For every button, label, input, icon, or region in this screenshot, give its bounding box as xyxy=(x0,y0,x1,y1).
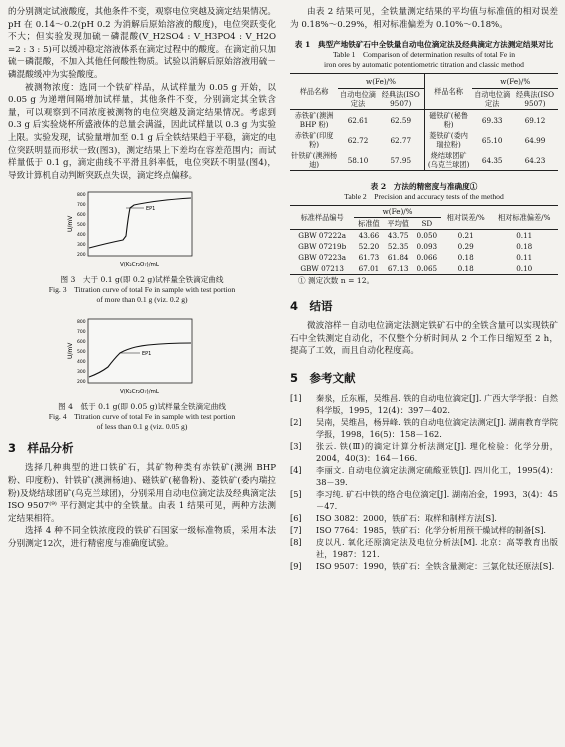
figure-caption-en: Fig. 3 Titration curve of total Fe in sample with test portion xyxy=(48,285,236,295)
header-cell: 样品名称 xyxy=(290,74,338,110)
y-tick: 400 xyxy=(77,360,86,366)
table-cell: 64.35 xyxy=(481,155,503,165)
y-tick: 400 xyxy=(77,233,86,239)
y-tick: 800 xyxy=(77,193,86,199)
table-cell: 针铁矿(澳洲杨迪) xyxy=(291,151,338,170)
section-heading: 4 结语 xyxy=(290,299,333,314)
figure-caption-en: Fig. 4 Titration curve of total Fe in sample with test portion xyxy=(48,412,236,422)
figure-caption: 图 4 低于 0.1 g(即 0.05 g)试样量全铁滴定曲线 xyxy=(58,402,226,412)
table-cell: 57.95 xyxy=(378,150,425,171)
table-row xyxy=(290,241,558,252)
titration-curve-fig4 xyxy=(68,315,198,397)
y-tick: 700 xyxy=(77,330,86,336)
table-row xyxy=(290,230,558,242)
table-row xyxy=(290,263,558,275)
reference-item xyxy=(290,440,558,464)
reference-text: ISO 7764：1985，铁矿石：化学分析用预干燥试样的制备[S]. xyxy=(316,524,546,535)
table-cell: 61.84 xyxy=(387,253,409,263)
y-tick: 600 xyxy=(77,213,86,219)
header-cell: 经典法(ISO 9507) xyxy=(512,89,558,110)
section-heading: 3 样品分析 xyxy=(8,441,74,456)
reference-number: [7] xyxy=(290,524,302,535)
reference-item xyxy=(290,416,558,440)
table-cell: 52.20 xyxy=(358,242,380,252)
reference-item xyxy=(290,512,558,524)
reference-number: [4] xyxy=(290,464,302,475)
left-column xyxy=(8,6,276,550)
reference-number: [1] xyxy=(290,392,302,403)
table-cell: 43.75 xyxy=(387,231,409,241)
table-cell: 0.050 xyxy=(416,231,438,241)
table-caption: 表 2 方法的精密度与准确度① xyxy=(370,182,478,192)
paragraph: 选择几种典型的进口铁矿石，其矿物种类有赤铁矿(澳洲 BHP 粉、印度粉)、针铁矿(澳洲杨迪)、磁铁矿(秘鲁粉)、菱铁矿(委内瑞拉粉)及烧结球团矿(乌克兰球团)，分别采用自动电位滴定法及经典滴定法 ISO 9507⁽⁹⁾ 平行测定其中的全铁量。由表 1 结果可见，两种方法测定结果相符。 xyxy=(8,463,276,524)
table-cell: GBW 07213 xyxy=(300,264,344,274)
table-cell: 64.99 xyxy=(524,135,546,145)
header-cell: 样品名称 xyxy=(424,74,472,110)
table-cell: 0.21 xyxy=(457,231,474,241)
reference-item xyxy=(290,560,558,572)
reference-number: [2] xyxy=(290,416,302,427)
table-cell: 0.065 xyxy=(416,264,438,274)
table-cell: 62.77 xyxy=(378,130,425,150)
reference-text: 张云. 铁(Ⅲ)的滴定计算分析法测定[J]. 理化检验：化学分册，2004，40(3)：164－166. xyxy=(316,440,558,463)
endpoint-label: EP1 xyxy=(142,351,152,358)
table-cell: 69.12 xyxy=(524,115,546,125)
paragraph: 的分别测定试液酸度，其他条件不变，观察电位突越及滴定结果情况。pH 在 0.14～0.2(pH 0.2 为消解后原始溶液的酸度)，电位突跃变化不大；但实验发现加硫－磷混酸(V_H2SO4 : V_H3PO4 : V_H2O =2 : 3 : 5)可以缓冲稳定溶液体系在滴定过程中的酸度。在滴定前只加硫－磷混酸，不加入其他任何酸性物质。试验以消解后原始溶液用硫－磷混酸缓冲为实验酸度。 xyxy=(8,7,276,80)
table-cell: 61.73 xyxy=(358,253,380,263)
x-axis-label: V(K₂Cr₂O₇)/mL xyxy=(120,262,159,269)
figure-caption-en: of more than 0.1 g (viz. 0.2 g) xyxy=(96,295,188,305)
reference-number: [9] xyxy=(290,560,302,571)
table-cell: 67.01 xyxy=(358,264,380,274)
table-caption-en: Table 2 Precision and accuracy tests of the method xyxy=(344,192,504,202)
reference-text: ISO 3082：2000，铁矿石：取样和制样方法[S]. xyxy=(316,512,497,523)
table-cell: 62.72 xyxy=(347,135,369,145)
header-cell: SD xyxy=(413,218,441,230)
table-footnote: ① 测定次数 n = 12。 xyxy=(298,276,375,286)
table-cell: 65.10 xyxy=(481,135,503,145)
table-cell: 62.59 xyxy=(378,110,425,131)
table-cell: 64.23 xyxy=(524,155,546,165)
table-caption: 表 1 典型产地铁矿石中全铁量自动电位滴定法及经典滴定方法测定结果对比 xyxy=(294,40,554,50)
precision-table xyxy=(290,205,558,275)
table-cell: 0.18 xyxy=(457,253,474,263)
y-axis-label: U/mV xyxy=(67,342,74,360)
reference-text: 李习纯. 矿石中铁的络合电位滴定[J]. 湖南冶金，1993，3(4)：45－47. xyxy=(316,488,558,511)
table-cell: 0.10 xyxy=(516,264,533,274)
y-tick: 600 xyxy=(77,340,86,346)
figure-4-plot xyxy=(68,315,198,397)
reference-number: [6] xyxy=(290,512,302,523)
reference-text: 吴南，吴维昌，杨异峰. 铁的自动电位滴定法测定[J]. 湖南教育学院学报，1998，16(5)：158－162. xyxy=(316,416,558,439)
header-cell: 相对误差/% xyxy=(441,206,491,230)
table-cell: 43.66 xyxy=(358,231,380,241)
table-cell: 0.29 xyxy=(457,242,474,252)
reference-item xyxy=(290,536,558,560)
table-cell: 赤铁矿(澳洲 BHP 粉) xyxy=(294,111,334,130)
table-row xyxy=(290,110,558,131)
reference-text: ISO 9507：1990，铁矿石：全铁含量测定：三氯化钛还原法[S]. xyxy=(316,560,555,571)
table-cell: 0.093 xyxy=(416,242,438,252)
table-cell: 62.61 xyxy=(347,115,369,125)
table-cell: 69.33 xyxy=(481,115,503,125)
reference-item xyxy=(290,464,558,488)
reference-number: [3] xyxy=(290,440,302,451)
y-tick: 300 xyxy=(77,370,86,376)
y-tick: 500 xyxy=(77,350,86,356)
right-column xyxy=(290,6,558,572)
x-axis-label: V(K₂Cr₂O₇)/mL xyxy=(120,389,159,396)
header-cell: 自动电位滴定法 xyxy=(340,90,376,109)
table-cell: 0.18 xyxy=(516,242,533,252)
endpoint-label: EP1 xyxy=(146,206,156,213)
table-cell: 烧结球团矿(乌克兰球团) xyxy=(427,151,470,170)
reference-text: 李丽文. 自动电位滴定法测定硫酸亚铁[J]. 四川化工，1995(4)：38－39. xyxy=(316,464,558,487)
reference-text: 皮以凡. 氧化还原滴定法及电位分析法[M]. 北京：高等教育出版社，1987：121. xyxy=(316,536,558,559)
table-cell: 0.18 xyxy=(457,264,474,274)
table-cell: 磁铁矿(秘鲁粉) xyxy=(429,111,468,130)
paragraph: 由表 2 结果可见，全铁量测定结果的平均值与标准值的相对误差为 0.18%～0.29%，相对标准偏差为 0.10%～0.18%。 xyxy=(290,7,558,30)
header-cell: 平均值 xyxy=(384,218,413,230)
y-axis-label: U/mV xyxy=(67,215,74,233)
header-cell: w(Fe)/% xyxy=(354,206,441,218)
table-row xyxy=(290,252,558,263)
table-cell: GBW 07219b xyxy=(298,242,347,252)
paragraph: 微波溶样－自动电位滴定法测定铁矿石中的全铁含量可以实现铁矿石中全铁测定自动化，不仅整个分析时间从 2 个工作日缩短至 2 h，提高了工效，而且自动化程度高。 xyxy=(290,321,558,357)
table-row xyxy=(290,150,558,171)
table-cell: GBW 07223a xyxy=(298,253,347,263)
table-row xyxy=(290,130,558,150)
y-tick: 500 xyxy=(77,223,86,229)
paragraph: 被测物浓度：选同一个铁矿样品，从试样量为 0.05 g 开始，以 0.05 g 为递增间隔增加试样量，其他条件不变，分别滴定其全铁含量，可以观察到不同浓度被测物的电位突越及滴定结果情况。考虑到 0.3 g 后实验烧杯所盛液体的总量会满溢，因此试样量以 0.3 g 为实验上限。实验发现，试验量增加至 0.1 g 后全铁结果趋于平稳，滴定的电位突跃明显而形状一致(图3)，测定结果上下差均在容差范围内；而试样量低于 0.1 g，滴定曲线不平滑且斜率低，电位突跃不明显(图4)，导致计算机自动判断突跃点失误，滴定终点偏移。 xyxy=(8,82,276,181)
y-tick: 200 xyxy=(77,380,86,386)
y-tick: 300 xyxy=(77,243,86,249)
titration-curve-fig3 xyxy=(68,188,198,270)
y-tick: 200 xyxy=(77,253,86,259)
reference-item xyxy=(290,524,558,536)
table-cell: GBW 07222a xyxy=(298,231,347,241)
comparison-table xyxy=(290,73,558,171)
figure-caption: 图 3 大于 0.1 g(即 0.2 g)试样量全铁滴定曲线 xyxy=(60,275,224,285)
table-cell: 67.13 xyxy=(387,264,409,274)
reference-number: [8] xyxy=(290,536,302,547)
section-heading: 5 参考文献 xyxy=(290,370,356,385)
y-tick: 700 xyxy=(77,203,86,209)
table-cell: 0.066 xyxy=(416,253,438,263)
reference-text: 秦泉，丘东雁，吴维昌. 铁的自动电位滴定[J]. 广西大学学报：自然科学版，1995，12(4)：397－402. xyxy=(316,392,558,415)
paragraph: 选择 4 种不同全铁浓度段的铁矿石国家一级标准物质，采用本法分别测定12次，进行精密度与准确度试验。 xyxy=(8,526,276,549)
header-cell: w(Fe)/% xyxy=(338,74,424,89)
reference-item xyxy=(290,488,558,512)
table-cell: 52.35 xyxy=(387,242,409,252)
figure-caption-en: of less than 0.1 g (viz. 0.05 g) xyxy=(96,422,188,432)
table-cell: 0.11 xyxy=(516,231,533,241)
reference-number: [5] xyxy=(290,488,302,499)
reference-item xyxy=(290,392,558,416)
header-cell: 自动电位滴定法 xyxy=(474,90,511,109)
figure-3-plot xyxy=(68,188,198,270)
table-cell: 菱铁矿(委内瑞拉粉) xyxy=(429,131,468,150)
table-caption-en: Table 1 Comparison of determination results of total Fe in xyxy=(332,50,516,60)
header-cell: 相对标准偏差/% xyxy=(490,206,558,230)
y-tick: 800 xyxy=(77,320,86,326)
table-caption-en: iron ores by automatic potentiometric titration and classic method xyxy=(324,60,524,70)
header-cell: 标准值 xyxy=(354,218,383,230)
table-cell: 赤铁矿(印度粉) xyxy=(294,131,334,150)
header-cell: 经典法(ISO 9507) xyxy=(378,89,425,110)
table-cell: 0.11 xyxy=(516,253,533,263)
table-cell: 58.10 xyxy=(347,155,369,165)
reference-list xyxy=(290,392,558,572)
header-cell: w(Fe)/% xyxy=(472,74,558,89)
header-cell: 标准样品编号 xyxy=(290,206,354,230)
